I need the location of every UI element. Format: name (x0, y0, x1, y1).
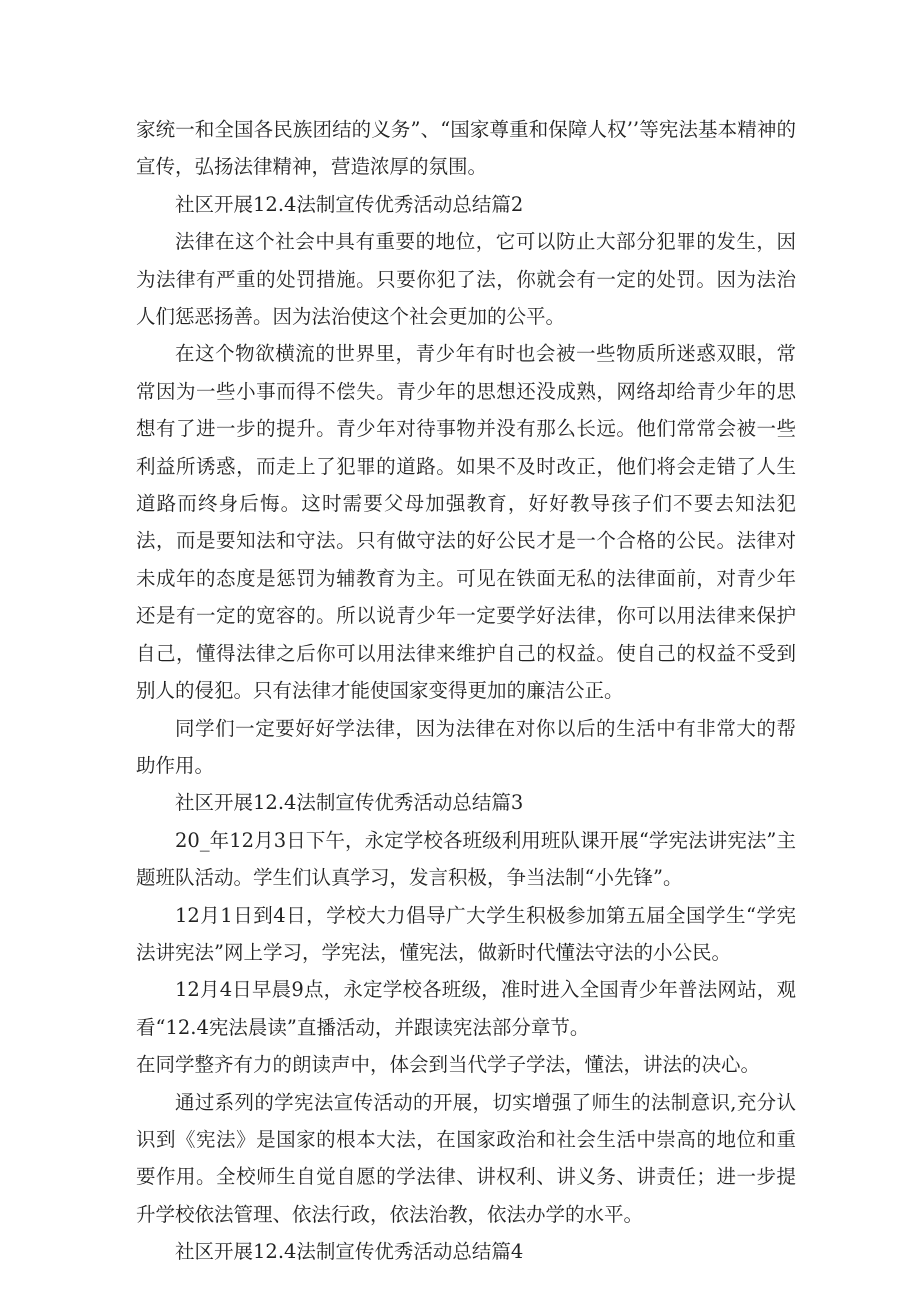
paragraph-unindented: 在同学整齐有力的朗读声中，体会到当代学子学法，懂法，讲法的决心。 (136, 1053, 761, 1077)
section-heading-2: 社区开展12.4法制宣传优秀活动总结篇2 (175, 192, 524, 216)
document-body (136, 111, 796, 1271)
paragraph: 通过系列的学宪法宣传活动的开展，切实增强了师生的法制意识,充分认识到《宪法》是国家的根本大法，在国家政治和社会生活中崇高的地位和重要作用。全校师生自觉自愿的学法律、讲权利、讲义务、讲责任；进一步提升学校依法管理、依法行政，依法治教，依法办学的水平。 (136, 1090, 796, 1226)
paragraph: 12月1日到4日，学校大力倡导广大学生积极参加第五届全国学生“学宪法讲宪法”网上学习，学宪法，懂宪法，做新时代懂法守法的小公民。 (136, 903, 796, 964)
paragraph: 在这个物欲横流的世界里，青少年有时也会被一些物质所迷惑双眼，常常因为一些小事而得不偿失。青少年的思想还没成熟，网络却给青少年的思想有了进一步的提升。青少年对待事物并没有那么长远。他们常常会被一些利益所诱惑，而走上了犯罪的道路。如果不及时改正，他们将会走错了人生道路而终身后悔。这时需要父母加强教育，好好教导孩子们不要去知法犯法，而是要知法和守法。只有做守法的好公民才是一个合格的公民。法律对未成年的态度是惩罚为辅教育为主。可见在铁面无私的法律面前，对青少年还是有一定的宽容的。所以说青少年一定要学好法律，你可以用法律来保护自己，懂得法律之后你可以用法律来维护自己的权益。使自己的权益不受到别人的侵犯。只有法律才能使国家变得更加的廉洁公正。 (136, 342, 796, 703)
section-heading-4: 社区开展12.4法制宣传优秀活动总结篇4 (175, 1240, 524, 1264)
paragraph: 法律在这个社会中具有重要的地位，它可以防止大部分犯罪的发生，因为法律有严重的处罚措施。只要你犯了法，你就会有一定的处罚。因为法治人们惩恶扬善。因为法治使这个社会更加的公平。 (136, 230, 796, 329)
paragraph: 20_年12月3日下午，永定学校各班级利用班队课开展“学宪法讲宪法”主题班队活动。学生们认真学习，发言积极，争当法制“小先锋”。 (136, 828, 796, 890)
paragraph: 12月4日早晨9点，永定学校各班级，准时进入全国青少年普法网站，观看“12.4宪法晨读”直播活动，并跟读宪法部分章节。 (136, 978, 796, 1039)
section-heading-3: 社区开展12.4法制宣传优秀活动总结篇3 (175, 791, 524, 815)
paragraph: 同学们一定要好好学法律，因为法律在对你以后的生活中有非常大的帮助作用。 (136, 716, 796, 777)
paragraph-continuation: 家统一和全国各民族团结的义务”、“国家尊重和保障人权’’等宪法基本精神的宣传，弘扬法律精神，营造浓厚的氛围。 (136, 118, 796, 179)
